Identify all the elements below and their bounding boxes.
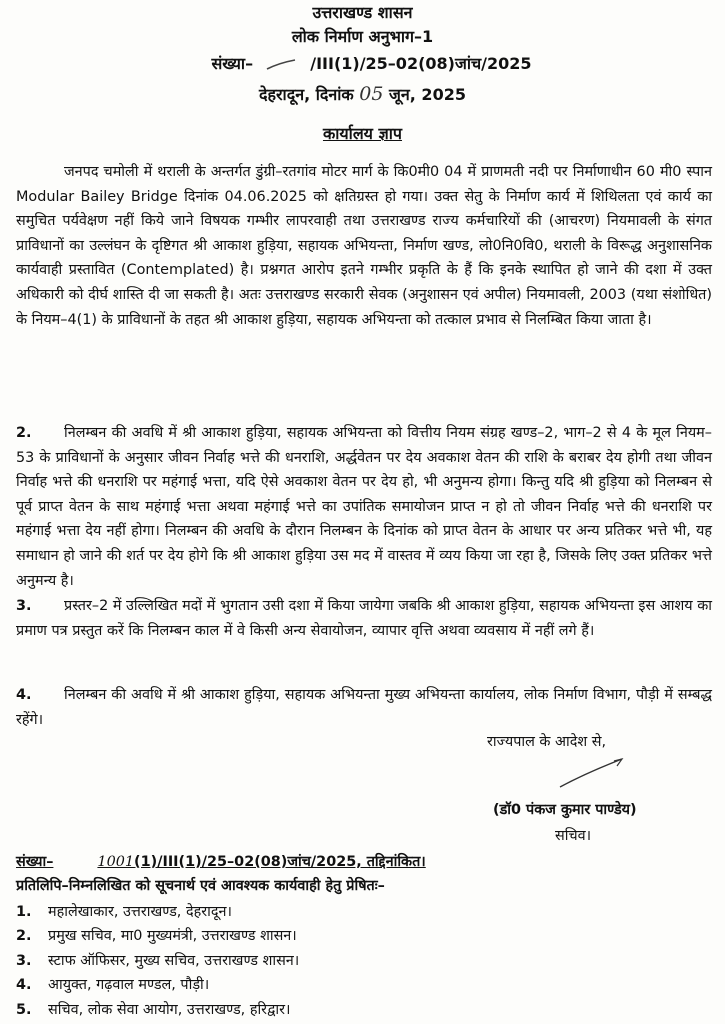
- memo-number-label: संख्या–: [211, 54, 254, 73]
- list-item: 2. प्रमुख सचिव, मा0 मुख्यमंत्री, उत्तराखण्ड शासन।: [16, 928, 297, 945]
- list-item: 1. महालेखाकार, उत्तराखण्ड, देहरादून।: [16, 904, 232, 920]
- paragraph-2: [16, 421, 712, 593]
- signatory-designation: सचिव।: [555, 828, 592, 844]
- by-order-line: राज्यपाल के आदेश से,: [487, 734, 607, 750]
- memo-number-value: /III(1)/25–02(08)जांच/2025: [310, 54, 532, 73]
- handwritten-stroke-icon: [263, 57, 301, 73]
- signatory-name: (डॉ0 पंकज कुमार पाण्डेय): [493, 802, 637, 818]
- section-name: लोक निर्माण अनुभाग–1: [291, 27, 434, 46]
- place-date-line: [0, 84, 725, 105]
- copy-reference-number: [16, 852, 426, 871]
- paragraph-1: [16, 160, 712, 332]
- list-item: 3. स्टाफ ऑफिसर, मुख्य सचिव, उत्तराखण्ड शासन।: [16, 952, 300, 969]
- paragraph-number: 4.: [16, 687, 32, 703]
- signature-mark-icon: [556, 755, 626, 791]
- recipient-list: [16, 900, 299, 1022]
- list-item: 5. सचिव, लोक सेवा आयोग, उत्तराखण्ड, हरिद्वार।: [16, 1001, 291, 1018]
- memo-title: कार्यालय ज्ञाप: [322, 124, 403, 143]
- paragraph-3: [16, 594, 712, 643]
- paragraph-1-text: जनपद चमोली में थराली के अन्तर्गत डुंग्री–रतगांव मोटर मार्ग के कि0मी0 04 में प्राणमती नदी पर निर्माणाधीन 60 मी0 स्पान Modular Bailey Bridge दिनांक 04.06.2025 को क्षतिग्रस्त हो गया। उक्त सेतु के निर्माण कार्य में शिथिलता एवं कार्य का समुचित पर्यवेक्षण नहीं किये जाने विषयक गम्भीर लापरवाही तथा उत्तराखण्ड राज्य कर्मचारियों की (आचरण) नियमावली के संगत प्राविधानों का उल्लंघन के दृष्टिगत श्री आकाश हुड़िया, सहायक अभियन्ता, निर्माण खण्ड, लो0नि0वि0, थराली के विरूद्ध अनुशासनिक कार्यवाही प्रस्तावित (Contemplated) है। प्रश्नगत आरोप इतने गम्भीर प्रकृति के हैं कि इनके स्थापित हो जाने की दशा में उक्त अधिकारी को दीर्घ शास्ति दी जा सकती है। अतः उत्तराखण्ड सरकारी सेवक (अनुशासन एवं अपील) नियमावली, 2003 (यथा संशोधित) के नियम–4(1) के प्राविधानों के तहत श्री आकाश हुड़िया, सहायक अभियन्ता को तत्काल प्रभाव से निलम्बित किया जाता है।: [16, 164, 712, 328]
- copy-to-heading: प्रतिलिपि–निम्नलिखित को सूचनार्थ एवं आवश्यक कार्यवाही हेतु प्रेषितः–: [16, 878, 385, 894]
- handwritten-date-day: 05: [359, 83, 384, 105]
- reference-label: संख्या–: [16, 854, 54, 870]
- government-name: उत्तराखण्ड शासन: [312, 3, 413, 22]
- list-item: 4. आयुक्त, गढ़वाल मण्डल, पौड़ी।: [16, 977, 210, 994]
- handwritten-reference-no: 1001: [97, 854, 135, 870]
- date-month-year: जून, 2025: [389, 85, 466, 104]
- memo-number-line: [0, 54, 725, 74]
- paragraph-number: 2.: [16, 425, 32, 441]
- place-date-label: देहरादून, दिनांक: [259, 85, 354, 104]
- paragraph-number: 3.: [16, 598, 32, 614]
- paragraph-2-text: निलम्बन की अवधि में श्री आकाश हुड़िया, सहायक अभियन्ता को वित्तीय नियम संग्रह खण्ड–2, भाग–2 से 4 के मूल नियम–53 के प्राविधानों के अनुसार जीवन निर्वाह भत्ते की धनराशि, अर्द्धवेतन पर देय अवकाश वेतन की राशि के बराबर देय होगी तथा जीवन निर्वाह भत्ते की धनराशि पर महंगाई भत्ता, यदि ऐसे अवकाश वेतन पर देय हो, भी अनुमन्य होगा। किन्तु यदि श्री हुड़िया को निलम्बन से पूर्व प्राप्त वेतन के साथ महंगाई भत्ता अथवा महंगाई भत्ते का उपांतिक समायोजन प्राप्त न हो तो जीवन निर्वाह भत्ते की धनराशि पर महंगाई भत्ता देय नहीं होगा। निलम्बन की अवधि के दौरान निलम्बन के दिनांक को प्राप्त वेतन के आधार पर अन्य प्रतिकर भत्ते भी, यह समाधान हो जाने की शर्त पर देय होगे कि श्री आकाश हुड़िया उस मद में वास्तव में व्यय किया जा रहा है, जिसके लिए उक्त प्रतिकर भत्ते अनुमन्य है।: [16, 425, 712, 589]
- paragraph-4-text: निलम्बन की अवधि में श्री आकाश हुड़िया, सहायक अभियन्ता मुख्य अभियन्ता कार्यालय, लोक निर्माण विभाग, पौड़ी में सम्बद्ध रहेंगे।: [16, 687, 712, 728]
- paragraph-4: [16, 683, 712, 732]
- paragraph-3-text: प्रस्तर–2 में उल्लिखित मदों में भुगतान उसी दशा में किया जायेगा जबकि श्री आकाश हुड़िया, सहायक अभियन्ता इस आशय का प्रमाण पत्र प्रस्तुत करें कि निलम्बन काल में वे किसी अन्य सेवायोजन, व्यापार वृत्ति अथवा व्यवसाय में नहीं लगे हैं।: [16, 598, 712, 639]
- reference-rest: (1)/III(1)/25–02(08)जांच/2025, तद्दिनांकित।: [134, 854, 426, 870]
